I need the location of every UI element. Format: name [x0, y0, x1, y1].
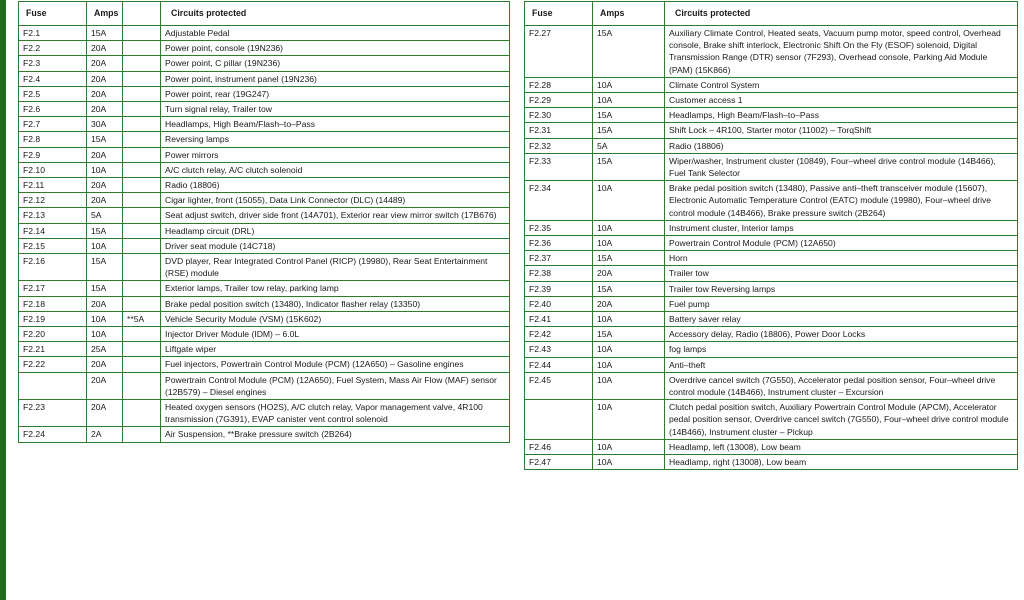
fuse-row — [525, 220, 1018, 235]
amps-extra-cell — [123, 162, 161, 177]
circuits-cell: Headlamp, right (13008), Low beam — [665, 455, 1018, 470]
fuse-id-cell: F2.2 — [19, 41, 87, 56]
fuse-row — [525, 251, 1018, 266]
amps-cell: 15A — [593, 327, 665, 342]
amps-cell: 15A — [593, 281, 665, 296]
amps-cell: 30A — [87, 117, 123, 132]
amps-cell: 10A — [593, 342, 665, 357]
amps-cell: 10A — [593, 372, 665, 399]
fuse-id-cell: F2.42 — [525, 327, 593, 342]
circuits-cell: Cigar lighter, front (15055), Data Link Connector (DLC) (14489) — [161, 193, 510, 208]
amps-cell: 20A — [87, 147, 123, 162]
fuse-row — [19, 357, 510, 372]
fuse-row — [19, 254, 510, 281]
fuse-id-cell: F2.46 — [525, 439, 593, 454]
fuse-id-cell: F2.37 — [525, 251, 593, 266]
amps-cell: 5A — [87, 208, 123, 223]
amps-cell: 20A — [87, 71, 123, 86]
fuse-id-cell: F2.41 — [525, 312, 593, 327]
fuse-row — [19, 132, 510, 147]
amps-cell: 10A — [593, 181, 665, 221]
circuits-cell: Heated oxygen sensors (HO2S), A/C clutch relay, Vapor management valve, 4R100 transmission (7G391), EVAP canister vent control solenoid — [161, 400, 510, 427]
amps-cell: 15A — [87, 254, 123, 281]
circuits-cell: DVD player, Rear Integrated Control Panel (RICP) (19980), Rear Seat Entertainment (RSE) module — [161, 254, 510, 281]
fuse-id-cell: F2.21 — [19, 342, 87, 357]
fuse-row — [525, 400, 1018, 440]
amps-cell: 10A — [593, 439, 665, 454]
fuse-row — [19, 311, 510, 326]
fuse-row — [525, 266, 1018, 281]
fuse-row — [525, 455, 1018, 470]
fuse-id-cell: F2.17 — [19, 281, 87, 296]
fuse-id-cell: F2.10 — [19, 162, 87, 177]
header-amps-extra — [123, 2, 161, 26]
fuse-id-cell: F2.28 — [525, 77, 593, 92]
fuse-row — [525, 26, 1018, 78]
amps-cell: 10A — [593, 312, 665, 327]
amps-cell: 10A — [87, 327, 123, 342]
fuse-row — [525, 108, 1018, 123]
circuits-cell: Auxiliary Climate Control, Heated seats, Vacuum pump motor, speed control, Overhead console, Brake shift interlock, Electronic Shift On the Fly (ESOF) solenoid, Digital Transmission Range (DTR) sensor (7F293), Overhead console, Parking Aid Module (PAM) (15K866) — [665, 26, 1018, 78]
fuse-row — [19, 56, 510, 71]
amps-cell: 15A — [593, 251, 665, 266]
fuse-id-cell: F2.24 — [19, 427, 87, 442]
circuits-cell: Liftgate wiper — [161, 342, 510, 357]
amps-cell: 15A — [593, 108, 665, 123]
amps-extra-cell: **5A — [123, 311, 161, 326]
fuse-row — [525, 296, 1018, 311]
fuse-id-cell: F2.9 — [19, 147, 87, 162]
amps-cell: 20A — [87, 86, 123, 101]
amps-cell: 15A — [593, 26, 665, 78]
fuse-row — [525, 281, 1018, 296]
header-circuits: Circuits protected — [161, 2, 510, 26]
header-amps: Amps — [87, 2, 123, 26]
amps-cell: 20A — [87, 41, 123, 56]
fuse-id-cell: F2.43 — [525, 342, 593, 357]
amps-extra-cell — [123, 117, 161, 132]
fuse-id-cell: F2.44 — [525, 357, 593, 372]
amps-extra-cell — [123, 147, 161, 162]
amps-cell: 20A — [87, 102, 123, 117]
amps-extra-cell — [123, 208, 161, 223]
amps-extra-cell — [123, 178, 161, 193]
fuse-row — [19, 162, 510, 177]
circuits-cell: Fuel pump — [665, 296, 1018, 311]
circuits-cell: Trailer tow — [665, 266, 1018, 281]
fuse-row — [525, 312, 1018, 327]
header-circuits: Circuits protected — [665, 2, 1018, 26]
amps-cell: 15A — [87, 281, 123, 296]
fuse-table-right — [524, 1, 1018, 470]
amps-extra-cell — [123, 357, 161, 372]
circuits-cell: Brake pedal position switch (13480), Passive anti–theft transceiver module (15607), Electronic Automatic Temperature Control (EATC) module (19980), Four–wheel drive control module (14B466), Brake pressure switch (2B264) — [665, 181, 1018, 221]
circuits-cell: Headlamps, High Beam/Flash–to–Pass — [665, 108, 1018, 123]
fuse-row — [525, 372, 1018, 399]
fuse-id-cell: F2.19 — [19, 311, 87, 326]
amps-extra-cell — [123, 296, 161, 311]
circuits-cell: Injector Driver Module (IDM) – 6.0L — [161, 327, 510, 342]
amps-extra-cell — [123, 26, 161, 41]
circuits-cell: Radio (18806) — [161, 178, 510, 193]
circuits-cell: Power point, instrument panel (19N236) — [161, 71, 510, 86]
amps-cell: 15A — [593, 153, 665, 180]
fuse-id-cell: F2.30 — [525, 108, 593, 123]
fuse-row — [525, 327, 1018, 342]
amps-extra-cell — [123, 281, 161, 296]
fuse-row — [525, 357, 1018, 372]
fuse-row — [19, 193, 510, 208]
circuits-cell: Power point, rear (19G247) — [161, 86, 510, 101]
amps-cell: 15A — [593, 123, 665, 138]
fuse-row — [19, 427, 510, 442]
fuse-row — [525, 77, 1018, 92]
fuse-id-cell: F2.38 — [525, 266, 593, 281]
fuse-row — [19, 147, 510, 162]
fuse-id-cell: F2.3 — [19, 56, 87, 71]
fuse-row — [19, 342, 510, 357]
circuits-cell: Exterior lamps, Trailer tow relay, parking lamp — [161, 281, 510, 296]
circuits-cell: Trailer tow Reversing lamps — [665, 281, 1018, 296]
amps-cell: 20A — [87, 56, 123, 71]
fuse-id-cell: F2.40 — [525, 296, 593, 311]
amps-cell: 15A — [87, 26, 123, 41]
fuse-row — [19, 41, 510, 56]
fuse-row — [19, 327, 510, 342]
circuits-cell: Accessory delay, Radio (18806), Power Door Locks — [665, 327, 1018, 342]
circuits-cell: Adjustable Pedal — [161, 26, 510, 41]
fuse-row — [19, 117, 510, 132]
amps-extra-cell — [123, 327, 161, 342]
fuse-id-cell: F2.39 — [525, 281, 593, 296]
fuse-id-cell: F2.27 — [525, 26, 593, 78]
amps-cell: 20A — [87, 357, 123, 372]
fuse-row — [19, 372, 510, 399]
amps-cell: 10A — [593, 236, 665, 251]
circuits-cell: Shift Lock – 4R100, Starter motor (11002) – TorqShift — [665, 123, 1018, 138]
amps-cell: 15A — [87, 132, 123, 147]
fuse-id-cell: F2.15 — [19, 238, 87, 253]
amps-cell: 10A — [87, 311, 123, 326]
circuits-cell: Customer access 1 — [665, 93, 1018, 108]
amps-cell: 10A — [593, 455, 665, 470]
fuse-id-cell: F2.8 — [19, 132, 87, 147]
fuse-row — [525, 123, 1018, 138]
fuse-id-cell — [19, 372, 87, 399]
fuse-id-cell: F2.22 — [19, 357, 87, 372]
fuse-id-cell: F2.35 — [525, 220, 593, 235]
fuse-row — [19, 296, 510, 311]
amps-cell: 20A — [87, 178, 123, 193]
fuse-row — [19, 208, 510, 223]
amps-cell: 10A — [87, 162, 123, 177]
fuse-id-cell: F2.14 — [19, 223, 87, 238]
amps-cell: 25A — [87, 342, 123, 357]
amps-extra-cell — [123, 223, 161, 238]
fuse-id-cell: F2.45 — [525, 372, 593, 399]
circuits-cell: Headlamp, left (13008), Low beam — [665, 439, 1018, 454]
amps-extra-cell — [123, 342, 161, 357]
amps-cell: 20A — [593, 266, 665, 281]
header-fuse: Fuse — [525, 2, 593, 26]
fuse-id-cell: F2.18 — [19, 296, 87, 311]
fuse-row — [19, 400, 510, 427]
amps-extra-cell — [123, 254, 161, 281]
amps-cell: 2A — [87, 427, 123, 442]
fuse-row — [19, 86, 510, 101]
fuse-id-cell: F2.1 — [19, 26, 87, 41]
fuse-id-cell: F2.11 — [19, 178, 87, 193]
fuse-id-cell: F2.13 — [19, 208, 87, 223]
fuse-row — [525, 439, 1018, 454]
fuse-row — [19, 281, 510, 296]
fuse-id-cell: F2.34 — [525, 181, 593, 221]
fuse-row — [525, 342, 1018, 357]
fuse-id-cell: F2.5 — [19, 86, 87, 101]
fuse-row — [525, 93, 1018, 108]
amps-extra-cell — [123, 56, 161, 71]
header-row — [19, 2, 510, 26]
amps-cell: 15A — [87, 223, 123, 238]
circuits-cell: Wiper/washer, Instrument cluster (10849), Four–wheel drive control module (14B466), Fuel Tank Selector — [665, 153, 1018, 180]
fuse-id-cell: F2.23 — [19, 400, 87, 427]
fuse-id-cell: F2.16 — [19, 254, 87, 281]
amps-extra-cell — [123, 400, 161, 427]
circuits-cell: Instrument cluster, Interior lamps — [665, 220, 1018, 235]
amps-extra-cell — [123, 238, 161, 253]
fuse-row — [19, 102, 510, 117]
circuits-cell: Radio (18806) — [665, 138, 1018, 153]
amps-cell: 10A — [593, 93, 665, 108]
page-frame-edge — [0, 0, 6, 600]
amps-cell: 10A — [593, 357, 665, 372]
fuse-row — [19, 26, 510, 41]
amps-extra-cell — [123, 86, 161, 101]
circuits-cell: fog lamps — [665, 342, 1018, 357]
circuits-cell: A/C clutch relay, A/C clutch solenoid — [161, 162, 510, 177]
circuits-cell: Brake pedal position switch (13480), Indicator flasher relay (13350) — [161, 296, 510, 311]
amps-cell: 20A — [87, 296, 123, 311]
amps-cell: 10A — [593, 400, 665, 440]
fuse-row — [525, 138, 1018, 153]
amps-cell: 20A — [87, 400, 123, 427]
fuse-row — [525, 236, 1018, 251]
amps-extra-cell — [123, 132, 161, 147]
fuse-id-cell: F2.32 — [525, 138, 593, 153]
fuse-id-cell: F2.6 — [19, 102, 87, 117]
amps-extra-cell — [123, 372, 161, 399]
amps-cell: 20A — [593, 296, 665, 311]
circuits-cell: Air Suspension, **Brake pressure switch (2B264) — [161, 427, 510, 442]
fuse-row — [19, 223, 510, 238]
header-row — [525, 2, 1018, 26]
fuse-id-cell: F2.36 — [525, 236, 593, 251]
fuse-row — [525, 181, 1018, 221]
fuse-id-cell: F2.7 — [19, 117, 87, 132]
fuse-id-cell: F2.20 — [19, 327, 87, 342]
fuse-row — [525, 153, 1018, 180]
circuits-cell: Horn — [665, 251, 1018, 266]
fuse-row — [19, 178, 510, 193]
amps-cell: 10A — [87, 238, 123, 253]
circuits-cell: Headlamp circuit (DRL) — [161, 223, 510, 238]
amps-cell: 5A — [593, 138, 665, 153]
header-fuse: Fuse — [19, 2, 87, 26]
fuse-id-cell: F2.29 — [525, 93, 593, 108]
fuse-row — [19, 71, 510, 86]
circuits-cell: Power point, console (19N236) — [161, 41, 510, 56]
fuse-id-cell: F2.12 — [19, 193, 87, 208]
fuse-row — [19, 238, 510, 253]
fuse-id-cell: F2.4 — [19, 71, 87, 86]
circuits-cell: Battery saver relay — [665, 312, 1018, 327]
fuse-id-cell — [525, 400, 593, 440]
circuits-cell: Reversing lamps — [161, 132, 510, 147]
circuits-cell: Anti–theft — [665, 357, 1018, 372]
circuits-cell: Powertrain Control Module (PCM) (12A650) — [665, 236, 1018, 251]
circuits-cell: Overdrive cancel switch (7G550), Accelerator pedal position sensor, Four–wheel drive control module (14B466), Instrument cluster – Excursion — [665, 372, 1018, 399]
header-amps: Amps — [593, 2, 665, 26]
amps-extra-cell — [123, 427, 161, 442]
fuse-table-left — [18, 1, 510, 443]
circuits-cell: Turn signal relay, Trailer tow — [161, 102, 510, 117]
amps-cell: 20A — [87, 372, 123, 399]
fuse-id-cell: F2.33 — [525, 153, 593, 180]
fuse-id-cell: F2.31 — [525, 123, 593, 138]
circuits-cell: Fuel injectors, Powertrain Control Module (PCM) (12A650) – Gasoline engines — [161, 357, 510, 372]
circuits-cell: Headlamps, High Beam/Flash–to–Pass — [161, 117, 510, 132]
fuse-id-cell: F2.47 — [525, 455, 593, 470]
amps-extra-cell — [123, 102, 161, 117]
amps-extra-cell — [123, 71, 161, 86]
circuits-cell: Vehicle Security Module (VSM) (15K602) — [161, 311, 510, 326]
amps-cell: 10A — [593, 220, 665, 235]
amps-extra-cell — [123, 41, 161, 56]
amps-cell: 10A — [593, 77, 665, 92]
circuits-cell: Power mirrors — [161, 147, 510, 162]
amps-cell: 20A — [87, 193, 123, 208]
circuits-cell: Clutch pedal position switch, Auxiliary Powertrain Control Module (APCM), Accelerator pedal position sensor, Overdrive cancel switch (7G550), Four–wheel drive control module (14B466), Instrument cluster – Pickup — [665, 400, 1018, 440]
amps-extra-cell — [123, 193, 161, 208]
circuits-cell: Powertrain Control Module (PCM) (12A650), Fuel System, Mass Air Flow (MAF) sensor (12B579) – Diesel engines — [161, 372, 510, 399]
circuits-cell: Climate Control System — [665, 77, 1018, 92]
circuits-cell: Seat adjust switch, driver side front (14A701), Exterior rear view mirror switch (17B676) — [161, 208, 510, 223]
circuits-cell: Power point, C pillar (19N236) — [161, 56, 510, 71]
circuits-cell: Driver seat module (14C718) — [161, 238, 510, 253]
